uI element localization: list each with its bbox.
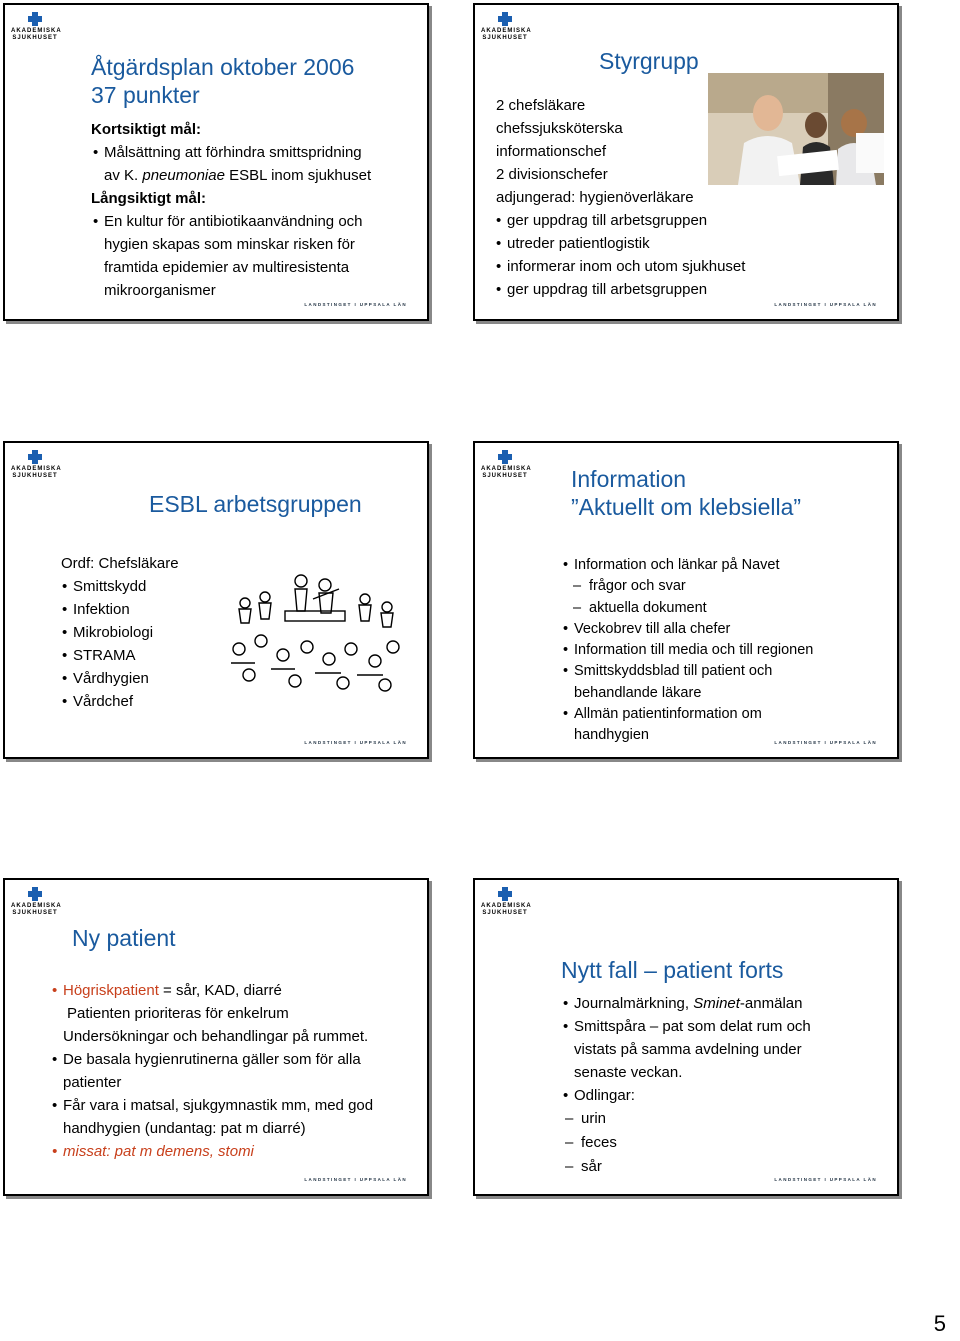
slide-body: 2 chefsläkare chefssjuksköterska informationschef 2 divisionschefer adjungerad: hygienöverläkare • ger uppdrag till arbetsgruppen • utreder patientlogistik • informerar inom och utom sjukhuset • ger uppdrag till arbetsgruppen — [496, 94, 745, 301]
dash-item: – frågor och svar — [561, 576, 813, 597]
cross-icon — [498, 12, 512, 26]
bullet-continuation: framtida epidemier av multiresistenta — [104, 259, 350, 276]
bullet-continuation: behandlande läkare — [574, 684, 702, 701]
slide-footer: LANDSTINGET I UPPSALA LÄN — [774, 740, 877, 745]
slide-footer: LANDSTINGET I UPPSALA LÄN — [304, 302, 407, 307]
bullet-continuation: mikroorganismer — [104, 282, 216, 299]
hospital-logo: AKADEMISKA SJUKHUSET — [481, 12, 529, 42]
slide-title: Information ”Aktuellt om klebsiella” — [571, 466, 802, 520]
cross-icon — [498, 450, 512, 464]
bullet-continuation: patienter — [63, 1074, 122, 1091]
hospital-logo: AKADEMISKA SJUKHUSET — [11, 887, 59, 917]
bullet-item: • ger uppdrag till arbetsgruppen — [496, 209, 745, 232]
hospital-logo: AKADEMISKA SJUKHUSET — [11, 12, 59, 42]
bullet-continuation: av K. pneumoniae ESBL inom sjukhuset — [104, 167, 372, 184]
bullet-item: • utreder patientlogistik — [496, 232, 745, 255]
hospital-logo: AKADEMISKA SJUKHUSET — [11, 450, 59, 480]
slide-6 — [473, 878, 899, 1196]
bullet-item: Högriskpatient = sår, KAD, diarré — [63, 982, 282, 999]
slide-body — [561, 992, 811, 1179]
bullet-item: • Odlingar: — [561, 1084, 811, 1107]
bullet-item: • Veckobrev till alla chefer — [561, 619, 813, 640]
bullet-item: • Smittspåra – pat som delat rum och — [561, 1015, 811, 1038]
bullet-continuation: vistats på samma avdelning under — [574, 1041, 802, 1058]
slide-footer: LANDSTINGET I UPPSALA LÄN — [304, 1177, 407, 1182]
bullet-item: • Får vara i matsal, sjukgymnastik mm, med god — [51, 1094, 373, 1117]
slide-title: Styrgrupp — [599, 48, 699, 74]
bullet-continuation: hygien skapas som minskar risken för — [104, 236, 355, 253]
slide-body: Ordf: Chefsläkare • Smittskydd • Infektion • Mikrobiologi • STRAMA • Vårdhygien • Vårdchef — [61, 552, 179, 713]
bullet-item: • En kultur för antibiotikaanvändning och — [91, 210, 371, 233]
bullet-item: • Allmän patientinformation om — [561, 704, 813, 725]
slide-1 — [3, 3, 429, 321]
bullet-continuation: senaste veckan. — [574, 1064, 683, 1081]
slide-body — [561, 555, 813, 747]
slide-5 — [3, 878, 429, 1196]
slide-title: Nytt fall – patient forts — [561, 957, 784, 983]
dash-item: – sår — [561, 1155, 811, 1179]
dash-item: – feces — [561, 1131, 811, 1155]
slide-title: Ny patient — [72, 925, 176, 951]
bullet-item: • missat: pat m demens, stomi — [51, 1140, 373, 1163]
bullet-item: • STRAMA — [61, 644, 179, 667]
bullet-item: • ger uppdrag till arbetsgruppen — [496, 278, 745, 301]
slide-body: Högriskpatient = sår, KAD, diarré Patienten prioriteras för enkelrum Undersökningar och behandlingar på rummet. • De basala hygienrutinerna gäller som för alla patienter • Får vara i matsal, sjukgymnastik mm, med god handhygien (undantag: pat m diarré) • missat: pat m demens, stomi — [51, 979, 373, 1163]
slide-title: Åtgärdsplan oktober 2006 37 punkter — [91, 54, 355, 108]
dash-item: – aktuella dokument — [561, 598, 813, 619]
bullet-item: • Vårdchef — [61, 690, 179, 713]
heading-short-term: Kortsiktigt mål: — [91, 121, 202, 138]
slide-2 — [473, 3, 899, 321]
bullet-item: • informerar inom och utom sjukhuset — [496, 255, 745, 278]
slide-3 — [3, 441, 429, 759]
bullet-item: • Smittskyddsblad till patient och — [561, 661, 813, 682]
cross-icon — [498, 887, 512, 901]
slide-4 — [473, 441, 899, 759]
slide-title: ESBL arbetsgruppen — [149, 491, 362, 517]
bullet-continuation: handhygien — [574, 727, 649, 744]
cross-icon — [28, 887, 42, 901]
bullet-continuation: handhygien (undantag: pat m diarré) — [63, 1120, 306, 1137]
hospital-logo: AKADEMISKA SJUKHUSET — [481, 887, 529, 917]
group-cartoon — [225, 563, 405, 695]
bullet-item: • Målsättning att förhindra smittspridning — [91, 141, 371, 164]
bullet-item: • Information och länkar på Navet — [561, 555, 813, 576]
bullet-item: • Vårdhygien — [61, 667, 179, 690]
cross-icon — [28, 12, 42, 26]
slide-footer: LANDSTINGET I UPPSALA LÄN — [774, 1177, 877, 1182]
slide-footer: LANDSTINGET I UPPSALA LÄN — [774, 302, 877, 307]
bullet-item: • Mikrobiologi — [61, 621, 179, 644]
bullet-item: • Information till media och till regionen — [561, 640, 813, 661]
heading-long-term: Långsiktigt mål: — [91, 190, 207, 207]
cross-icon — [28, 450, 42, 464]
bullet-item: • Smittskydd — [61, 575, 179, 598]
bullet-item: • De basala hygienrutinerna gäller som för alla — [51, 1048, 373, 1071]
page-number: 5 — [933, 1311, 946, 1336]
dash-item: – urin — [561, 1107, 811, 1131]
hospital-logo: AKADEMISKA SJUKHUSET — [481, 450, 529, 480]
bullet-item: • Journalmärkning, Sminet-anmälan — [561, 992, 811, 1015]
bullet-item: • Infektion — [61, 598, 179, 621]
slide-footer: LANDSTINGET I UPPSALA LÄN — [304, 740, 407, 745]
slide-body — [91, 118, 371, 302]
